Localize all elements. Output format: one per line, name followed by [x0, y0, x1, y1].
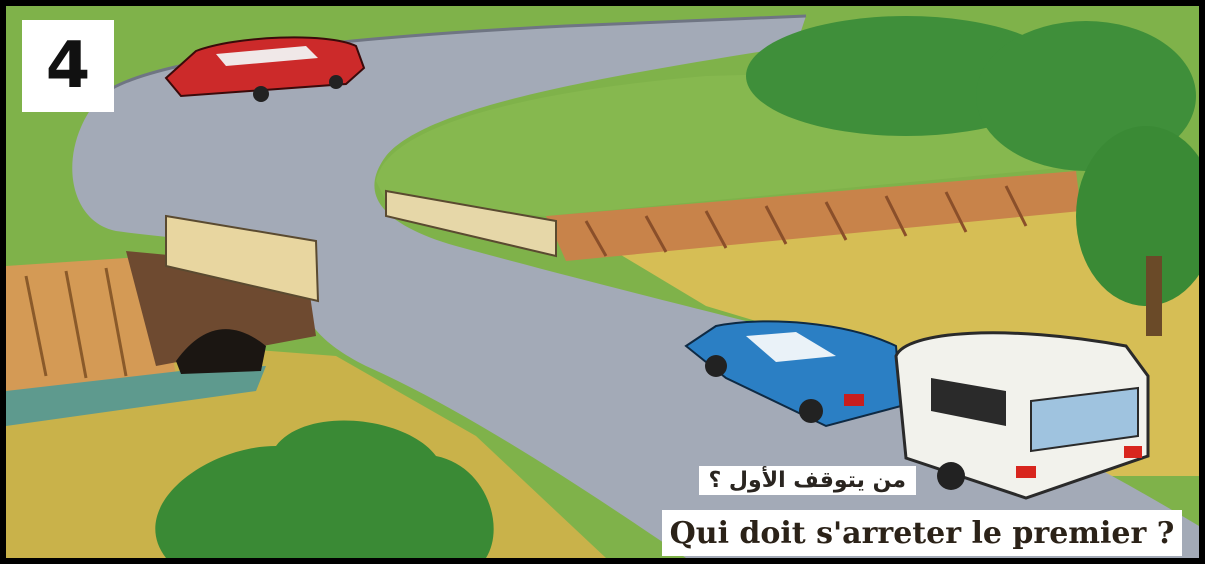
- question-french: Qui doit s'arreter le premier ?: [662, 510, 1182, 556]
- panel-number-badge: 4: [22, 20, 114, 112]
- question-arabic: من يتوقف الأول ؟: [699, 466, 916, 495]
- illustration-panel: [6, 6, 1199, 558]
- question-caption: [662, 464, 1194, 558]
